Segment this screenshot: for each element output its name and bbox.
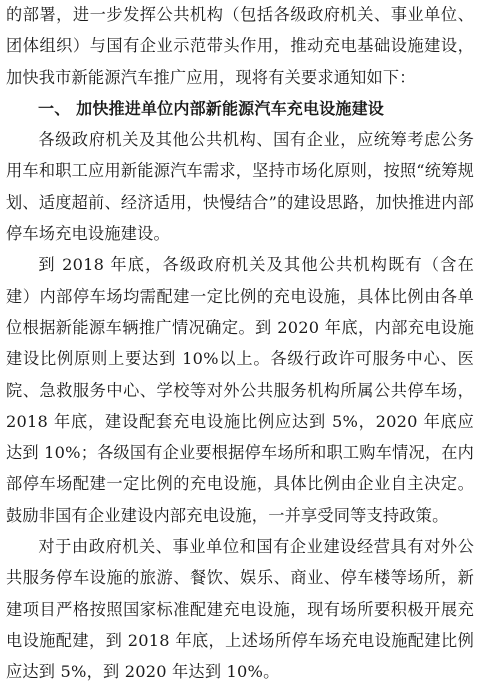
body-paragraph-1: 各级政府机关及其他公共机构、国有企业，应统筹考虑公务用车和职工应用新能源汽车需求，坚持市场化原则，按照“统筹规划、适度超前、经济适用，快慢结合”的建设思路，加快推进内部停车场充电设施建设。 <box>6 130 474 244</box>
section-heading: 一、 加快推进单位内部新能源汽车充电设施建设 <box>38 98 384 118</box>
intro-paragraph: 的部署，进一步发挥公共机构（包括各级政府机关、事业单位、团体组织）与国有企业示范带头作用，推动充电基础设施建设，加快我市新能源汽车推广应用，现将有关要求通知如下： <box>6 5 474 87</box>
body-paragraph-3: 对于由政府机关、事业单位和国有企业建设经营具有对外公共服务停车设施的旅游、餐饮、娱乐、商业、停车楼等场所，新建项目严格按照国家标准配建充电设施，现有场所要积极开展充电设施配建，到 2018 年底，上述场所停车场充电设施配建比例应达到 5%，到 2020 年达到 10%。 <box>6 537 474 682</box>
body-paragraph-2: 到 2018 年底，各级政府机关及其他公共机构既有（含在建）内部停车场均需配建一定比例的充电设施，具体比例由各单位根据新能源车辆推广情况确定。到 2020 年底，内部充电设施建设比例原则上要达到 10%以上。各级行政许可服务中心、医院、急救服务中心、学校等对外公共服务机构所属公共停车场，2018 年底，建设配套充电设施比例应达到 5%，2020 年底应达到 10%；各级国有企业要根据停车场所和职工购车情况，在内部停车场配建一定比例的充电设施，具体比例由企业自主决定。鼓励非国有企业建设内部充电设施，一并享受同等支持政策。 <box>6 255 474 525</box>
document-body <box>6 0 474 688</box>
